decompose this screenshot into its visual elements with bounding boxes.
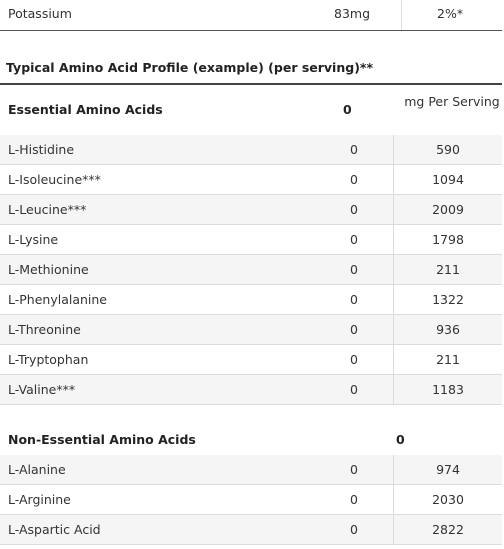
amino-name: L-Tryptophan [0,345,315,375]
non-essential-header-label: Non-Essential Amino Acids [8,432,196,447]
potassium-row [0,0,502,31]
amino-mg: 974 [394,455,503,485]
non-essential-header-zero: 0 [396,432,405,447]
table-row [0,485,502,515]
table-row [0,195,502,225]
amino-zero: 0 [315,225,394,255]
table-row [0,285,502,315]
table-row [0,345,502,375]
essential-header-label: Essential Amino Acids [8,102,163,117]
amino-name: L-Histidine [0,135,315,165]
amino-name: L-Phenylalanine [0,285,315,315]
essential-amino-table [0,135,502,405]
amino-name: L-Isoleucine*** [0,165,315,195]
amino-name: L-Threonine [0,315,315,345]
amino-name: L-Lysine [0,225,315,255]
amino-name: L-Valine*** [0,375,315,405]
column-divider [401,0,402,30]
amino-name: L-Leucine*** [0,195,315,225]
mg-per-serving-header: mg Per Serving [404,94,500,109]
nutrient-amount: 83mg [334,6,371,21]
amino-zero: 0 [315,285,394,315]
amino-mg: 211 [394,255,503,285]
amino-zero: 0 [315,455,394,485]
amino-mg: 590 [394,135,503,165]
amino-mg: 2030 [394,485,503,515]
amino-zero: 0 [315,485,394,515]
table-row [0,455,502,485]
amino-mg: 936 [394,315,503,345]
table-row [0,375,502,405]
amino-mg: 1322 [394,285,503,315]
amino-name: L-Arginine [0,485,315,515]
table-row [0,135,502,165]
nutrient-daily-value: 2%* [437,6,464,21]
non-essential-header-row [0,424,502,456]
amino-name: L-Methionine [0,255,315,285]
amino-name: L-Aspartic Acid [0,515,315,545]
amino-mg: 1183 [394,375,503,405]
essential-header-row [0,83,502,138]
table-row [0,515,502,545]
essential-header-zero: 0 [343,102,352,117]
amino-zero: 0 [315,165,394,195]
amino-mg: 2009 [394,195,503,225]
amino-zero: 0 [315,135,394,165]
amino-zero: 0 [315,515,394,545]
non-essential-amino-table [0,455,502,545]
amino-mg: 211 [394,345,503,375]
amino-zero: 0 [315,345,394,375]
amino-zero: 0 [315,375,394,405]
table-row [0,165,502,195]
amino-mg: 1094 [394,165,503,195]
amino-zero: 0 [315,315,394,345]
amino-zero: 0 [315,255,394,285]
table-row [0,255,502,285]
amino-profile-title: Typical Amino Acid Profile (example) (per serving)** [6,60,373,75]
nutrient-name: Potassium [8,6,72,21]
amino-zero: 0 [315,195,394,225]
table-row [0,225,502,255]
amino-mg: 2822 [394,515,503,545]
amino-name: L-Alanine [0,455,315,485]
amino-mg: 1798 [394,225,503,255]
table-row [0,315,502,345]
